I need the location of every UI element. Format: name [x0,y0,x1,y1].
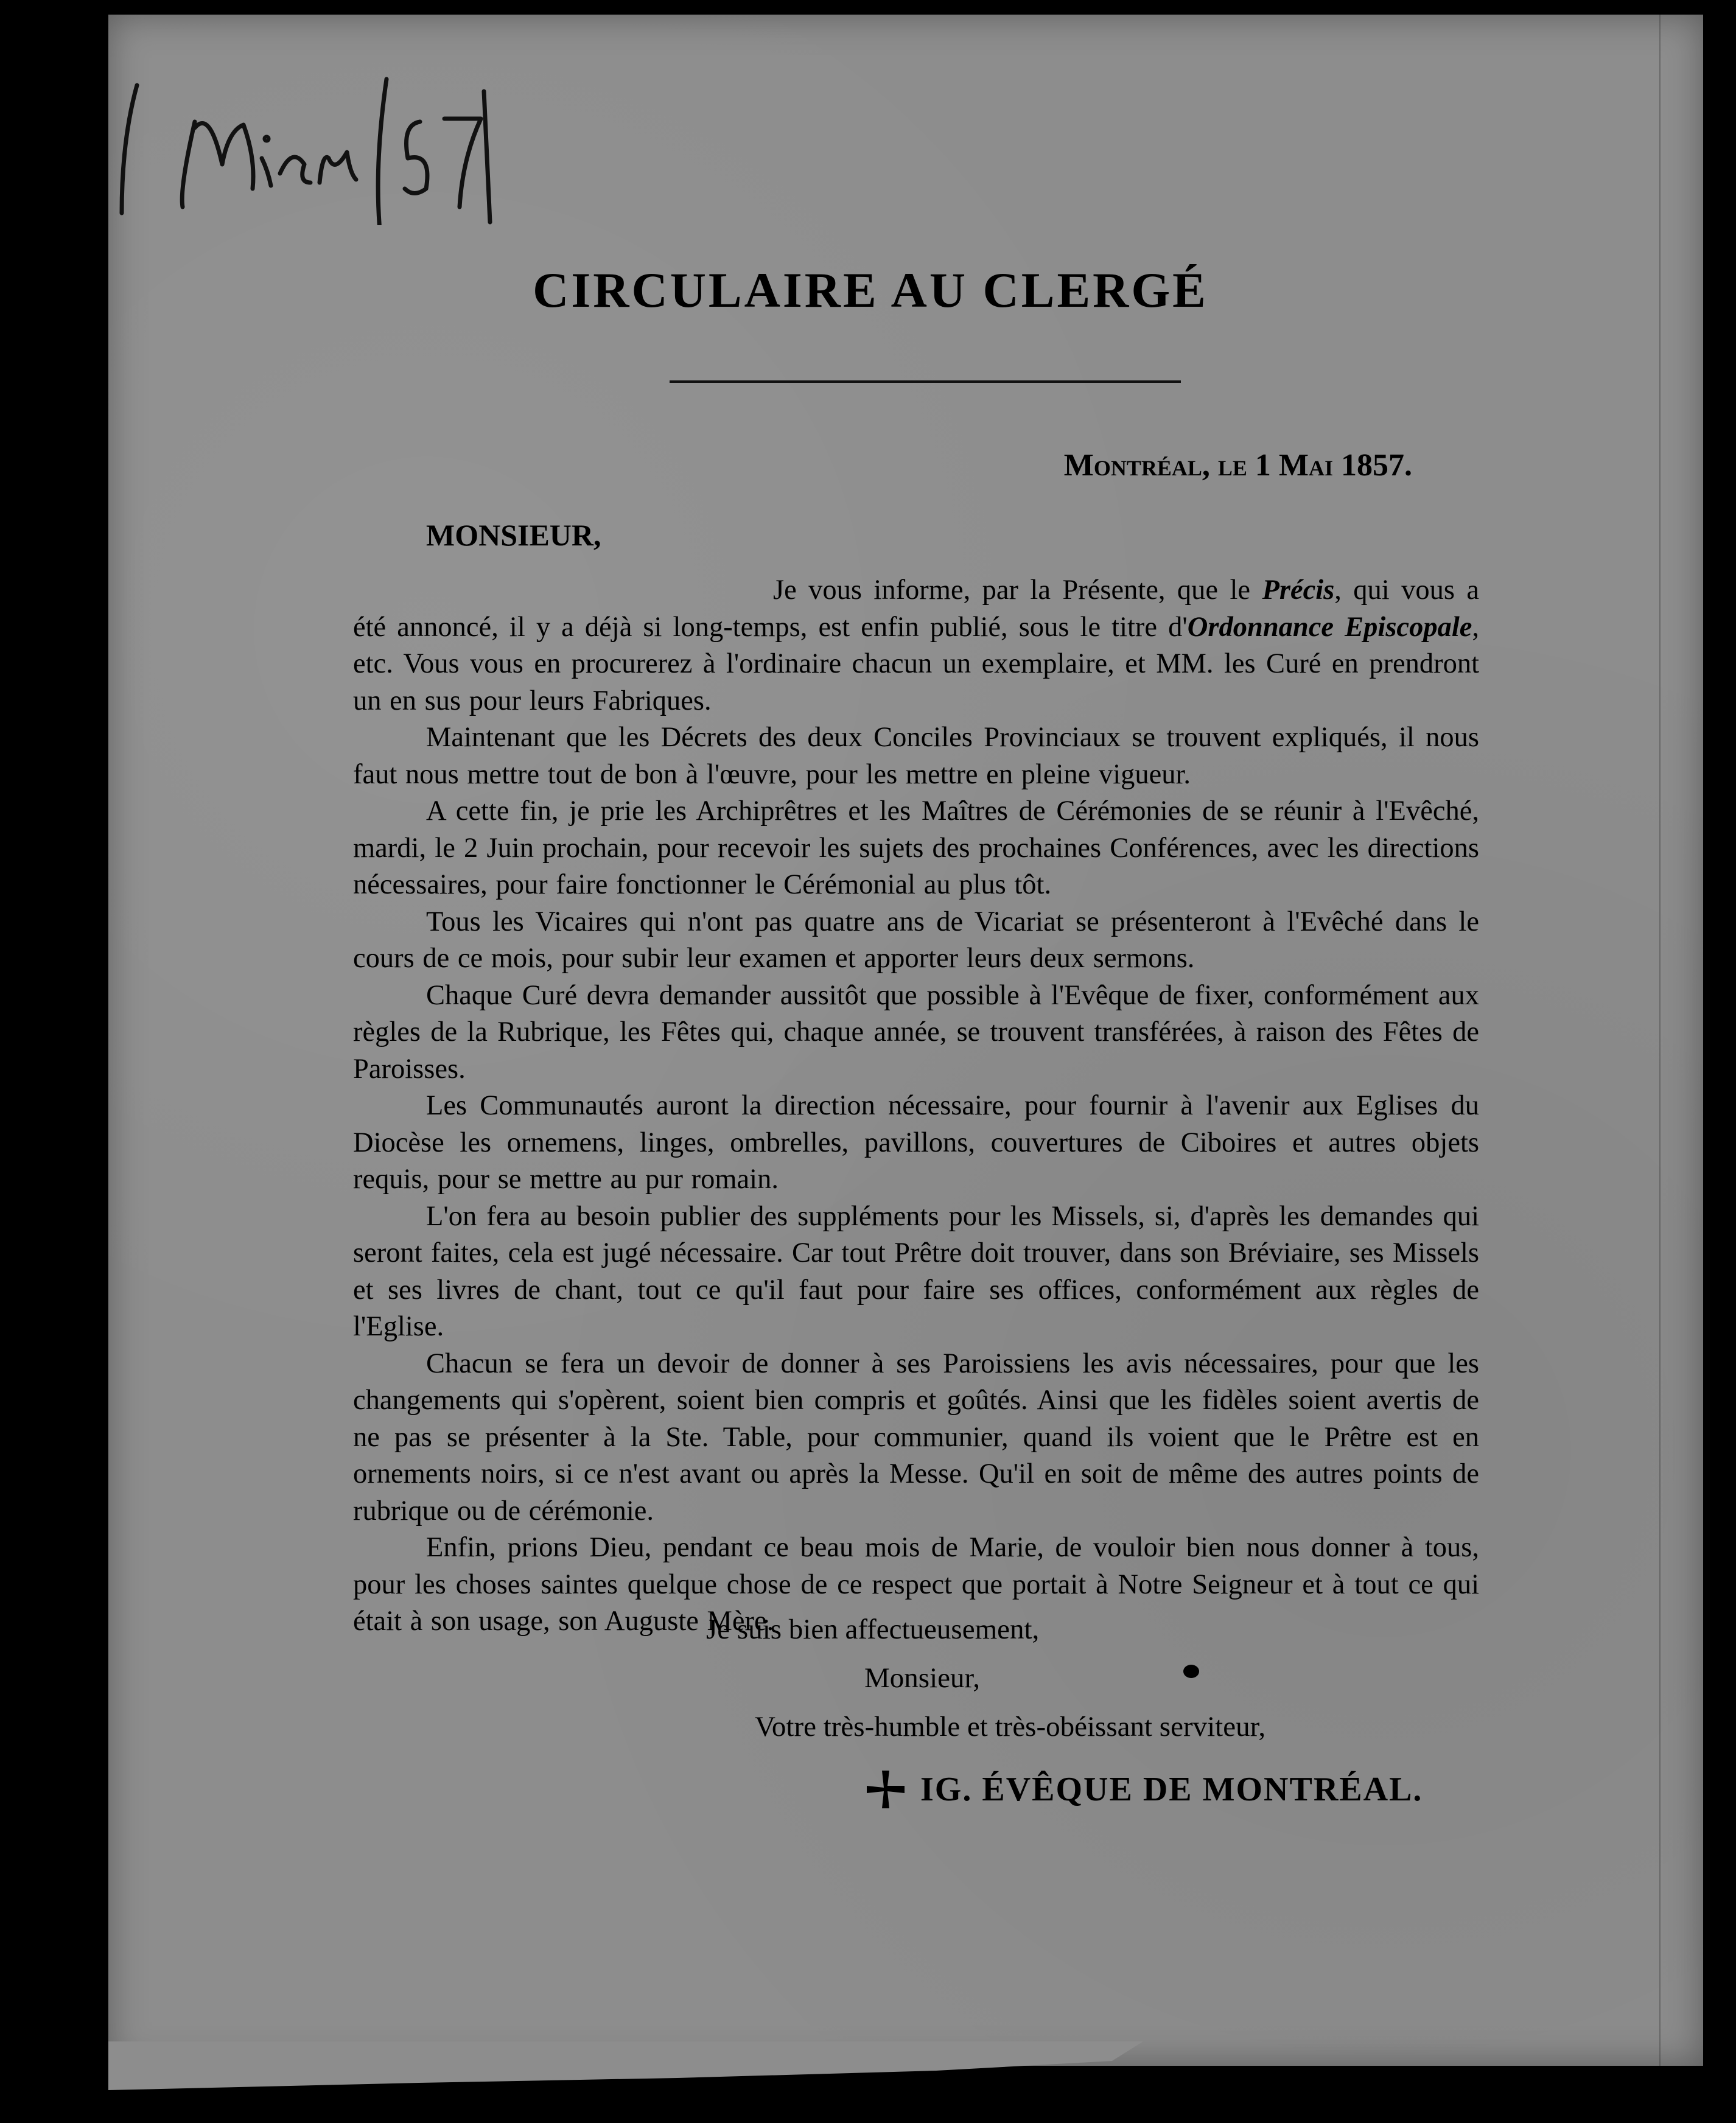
paper-fold-line [1659,15,1661,2066]
salutation: MONSIEUR, [426,518,601,552]
emphasized-term: Précis [1262,575,1335,606]
closing-line: Je suis bien affectueusement, [706,1614,1040,1645]
emphasized-term: Ordonnance Episcopale [1187,611,1472,643]
signature-block [864,1765,1423,1814]
episcopal-cross-icon [864,1768,907,1811]
handwritten-annotation [79,67,505,225]
paragraph [353,572,1479,719]
torn-paper-edge [108,2041,1143,2090]
paragraph: Tous les Vicaires qui n'ont pas quatre ans de Vicariat se présenteront à l'Evêché dans le cours de ce mois, pour subir leur examen et apporter leurs deux sermons. [353,906,1479,974]
signature: IG. ÉVÊQUE DE MONTRÉAL. [920,1771,1423,1808]
document-title: CIRCULAIRE AU CLERGÉ [533,262,1208,318]
paragraph-text: , qui vous a été annoncé, il y a déjà si long-temps, est enfin publié, sous le titre d' [353,575,1480,643]
paragraph: Chacun se fera un devoir de donner à ses Paroissiens les avis nécessaires, pour que les changements qui s'opèrent, soient bien compris et goûtés. Ainsi que les fidèles soient avertis de ne pas se présenter à la Ste. Table, pour communier, quand ils voient que le Prêtre est en ornements noirs, si ce n'est avant ou après la Messe. Qu'il en soit de même des autres points de rubrique ou de cérémonie. [353,1348,1479,1527]
title-divider [670,380,1181,383]
closing-formula: Votre très-humble et très-obéissant serviteur, [755,1711,1266,1743]
letter-body [353,572,1479,1640]
paragraph: Chaque Curé devra demander aussitôt que possible à l'Evêque de fixer, conformément aux règles de la Rubrique, les Fêtes qui, chaque année, se trouvent transférées, à raison des Fêtes de Paroisses. [353,979,1479,1085]
paragraph: Les Communautés auront la direction nécessaire, pour fournir à l'avenir aux Eglises du Diocèse les ornemens, linges, ombrelles, pavillons, couvertures de Ciboires et autres objets requis, pour se mettre au pur romain. [353,1090,1479,1195]
paragraph: A cette fin, je prie les Archiprêtres et les Maîtres de Cérémonies de se réunir à l'Evêché, mardi, le 2 Juin prochain, pour recevoir les sujets des prochaines Conférences, avec les directions nécessaires, pour faire fonctionner le Cérémonial au plus tôt. [353,796,1479,900]
closing-address: Monsieur, [864,1662,981,1694]
paragraph-text: , etc. Vous vous en procurerez à l'ordinaire chacun un exemplaire, et MM. les Curé en prendront un en sus pour leurs Fabriques. [353,611,1480,716]
dateline: Montréal, le 1 Mai 1857. [1063,448,1412,483]
paragraph: Maintenant que les Décrets des deux Conciles Provinciaux se trouvent expliqués, il nous faut nous mettre tout de bon à l'œuvre, pour les mettre en pleine vigueur. [353,722,1479,790]
paragraph: Enfin, prions Dieu, pendant ce beau mois de Marie, de vouloir bien nous donner à tous, pour les choses saintes quelque chose de ce respect que portait à Notre Seigneur et à tout ce qui était à son usage, son Auguste Mère. [353,1532,1479,1637]
paragraph-text: Je vous informe, par la Présente, que le [773,575,1262,606]
ink-dot [1183,1665,1199,1678]
paragraph: L'on fera au besoin publier des suppléments pour les Missels, si, d'après les demandes qui seront faites, cela est jugé nécessaire. Car tout Prêtre doit trouver, dans son Bréviaire, ses Missels et ses livres de chant, tout ce qu'il faut pour faire ses offices, conformément aux règles de l'Eglise. [353,1200,1479,1342]
